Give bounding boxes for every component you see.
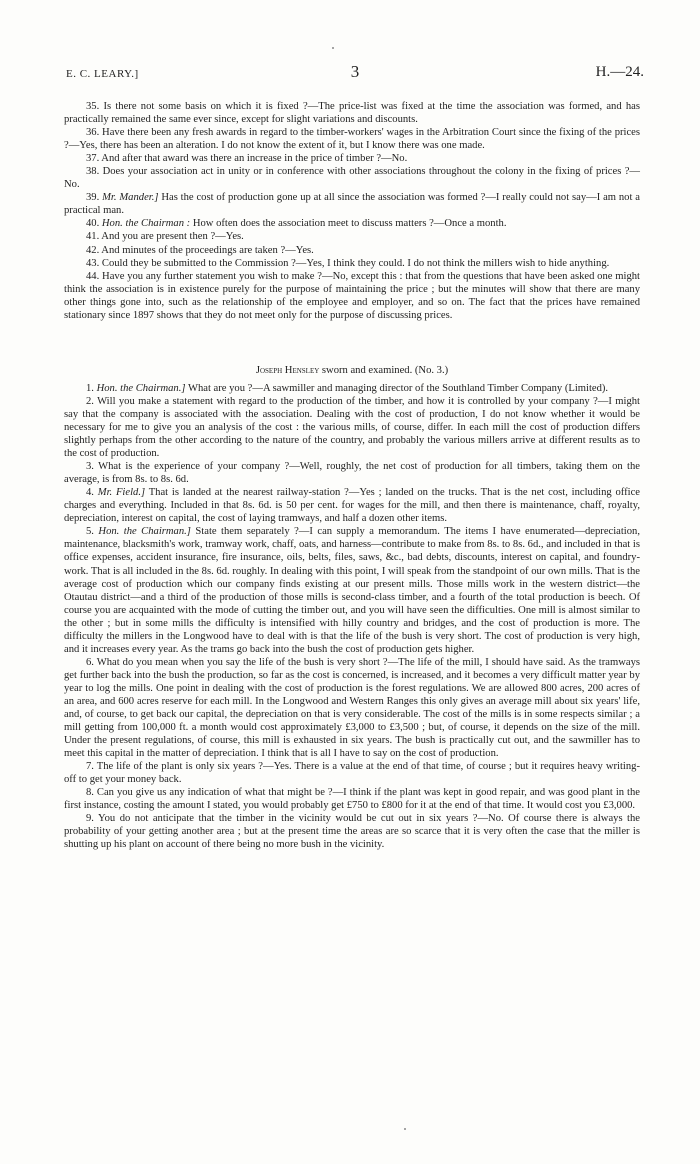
qa-paragraph: 6. What do you mean when you say the life of the bush is very short ?—The life of the mill, I should have said. As the tramways get further back into the bush the production, so far as the cost is concerned, is increased, and it becomes a very difficult matter year by year to log the mills. One point in dealing with the cost of production is the forest regulations. We are allowed 800 acres, 200 acres of an area, and 600 acres reserve for each mill. In the Longwood and Western Ranges this only gives an average mill about six years' life, and, of course, to get back our capital, the depreciation on that is very considerable. The cost of the mills is in some respects similar ; a mill getting from 100,000 ft. a month would cost approximately £3,000 to £3,500 ; but, of course, it depends on the size of the mill. Under the present regulations, of course, this mill is exhausted in six years. The bush is practically cut out, and the sawmiller has to meet this capital in the matter of depreciation. I think that is all I have to say on the cost of production. [64, 656, 640, 760]
page-speck [404, 1128, 406, 1130]
qa-paragraph: 2. Will you make a statement with regard to the production of the timber, and how it is controlled by your company ?—I might say that the company is associated with the association. Dealing with the cost of production, I do not know whether it would be necessary for me to give you an analysis of the cost : the various mills, of course, differ. In each mill the cost of production differs slightly perhaps from the other according to the nature of the country, and probably the various millers arrive at different results as to the cost of production. [64, 395, 640, 460]
qa-paragraph [64, 486, 640, 525]
qa-paragraph: 37. And after that award was there an increase in the price of timber ?—No. [86, 153, 408, 165]
page-number: 3 [350, 62, 360, 81]
qa-paragraph: 38. Does your association act in unity or in conference with other associations throughout the colony in the fixing of prices ?—No. [64, 166, 640, 191]
witness-name: Joseph Hensley [255, 364, 320, 376]
qa-paragraph: 36. Have there been any fresh awards in regard to the timber-workers' wages in the Arbitration Court since the fixing of the prices ?—Yes, there has been an alteration. I do not know the extent of it, but I know there was one made. [64, 127, 640, 152]
page-speck [332, 47, 334, 49]
qa-paragraph [64, 382, 640, 395]
question-number: 40. [86, 218, 100, 230]
qa-paragraph: 7. The life of the plant is only six years ?—Yes. There is a value at the end of that time, of course ; but it requires heavy writing-off to get your money back. [64, 761, 640, 786]
speaker-name: Hon. the Chairman : [101, 218, 191, 230]
qa-text: That is landed at the nearest railway-station ?—Yes ; landed on the trucks. That is the net cost, including office charges and everything. Included in that 8s. 6d. is 50 per cent. for wages for the mill, and then there is maintenance, chaff, royalty, depreciation, interest on capital, the cost of laying tramways, and half a dozen other items. [64, 487, 640, 525]
qa-text: Has the cost of production gone up at all since the association was formed ?—I really could not say—I am not a practical man. [64, 192, 640, 217]
document-body [64, 100, 640, 852]
witness-heading [64, 364, 640, 377]
page-header [66, 62, 644, 84]
qa-text: What are you ?—A sawmiller and managing director of the Southland Timber Company (Limited). [187, 382, 609, 394]
qa-paragraph [64, 525, 640, 655]
question-number: 4. [86, 487, 94, 499]
question-number: 1. [86, 382, 94, 394]
qa-paragraph: 41. And you are present then ?—Yes. [86, 231, 244, 243]
document-reference: H.—24. [595, 64, 644, 80]
witness-heading-rest: sworn and examined. (No. 3.) [319, 364, 449, 376]
witness-name-header: E. C. LEARY.] [66, 68, 139, 80]
qa-paragraph [64, 191, 640, 217]
question-number: 39. [86, 192, 100, 204]
qa-paragraph: 44. Have you any further statement you wish to make ?—No, except this : that from the questions that have been asked one might think the association is in existence purely for the purpose of maintaining the price ; but the minutes will show that there are many other things gone into, such as the relationship of the employee and employer, and so on. The fact that the prices have remained stationary since 1897 shows that they do not meet only for the purpose of discussing prices. [64, 270, 640, 321]
speaker-name: Hon. the Chairman.] [96, 382, 186, 394]
qa-paragraph: 9. You do not anticipate that the timber in the vicinity would be cut out in six years ?—No. Of course there is always the probability of your getting another area ; but at the present time the areas are so scarce that it is very often the case that the miller is shutting up his plant on account of there being no more bush in the vicinity. [64, 813, 640, 851]
qa-paragraph: 35. Is there not some basis on which it is fixed ?—The price-list was fixed at the time the association was formed, and has practically remained the same ever since, except for slight variations and discounts. [64, 101, 640, 126]
qa-paragraph: 3. What is the experience of your company ?—Well, roughly, the net cost of production for all timbers, taking them on the average, is from 8s. to 8s. 6d. [64, 461, 640, 486]
speaker-name: Mr. Mander.] [102, 192, 159, 204]
speaker-name: Hon. the Chairman.] [98, 526, 191, 538]
speaker-name: Mr. Field.] [97, 487, 146, 499]
qa-text: State them separately ?—I can supply a memorandum. The items I have enumerated—depreciation, maintenance, blacksmith's work, tramway work, chaff, oats, and harness—contribute to make from 8s. to 8s. 6d., and included in that is office expenses, accident insurance, fire insurance, oils, belts, files, saws, &c., bad debts, discounts, interest on capital, and foundry-work. That is all included in the 8s. 6d. roughly. In dealing with this point, I will speak from the standpoint of our own mills. That is the average cost of production which our company finds existing at our present mills. Those mills work in the western district—the Otautau district—and a third of the production of those mills is second-class timber, and a fourth of the total production is beech. Of course you are acquainted with the mode of cutting the timber out, and you will have seen the difficulties. One mill is almost similar to the other ; but in some mills the difficulty is intensified with hilly country and bridges, and the cost of production is more. The difficulty the millers in the Longwood have to deal with is that the life of the bush is very short. The cost of production is very high, and it increases every year. As the trams go back into the bush the cost of production gets higher. [64, 526, 640, 655]
question-number: 5. [86, 526, 94, 538]
qa-paragraph: 43. Could they be submitted to the Commission ?—Yes, I think they could. I do not think the millers wish to hide anything. [86, 257, 610, 269]
qa-paragraph: 42. And minutes of the proceedings are taken ?—Yes. [86, 244, 314, 256]
qa-paragraph: 8. Can you give us any indication of what that might be ?—I think if the plant was kept in good repair, and was good plant in the first instance, costing the amount I stated, you would probably get £750 to £800 for it at the end of that time. It would cost you £3,000. [64, 787, 640, 812]
qa-text: How often does the association meet to discuss matters ?—Once a month. [192, 218, 507, 230]
qa-paragraph [64, 217, 640, 230]
